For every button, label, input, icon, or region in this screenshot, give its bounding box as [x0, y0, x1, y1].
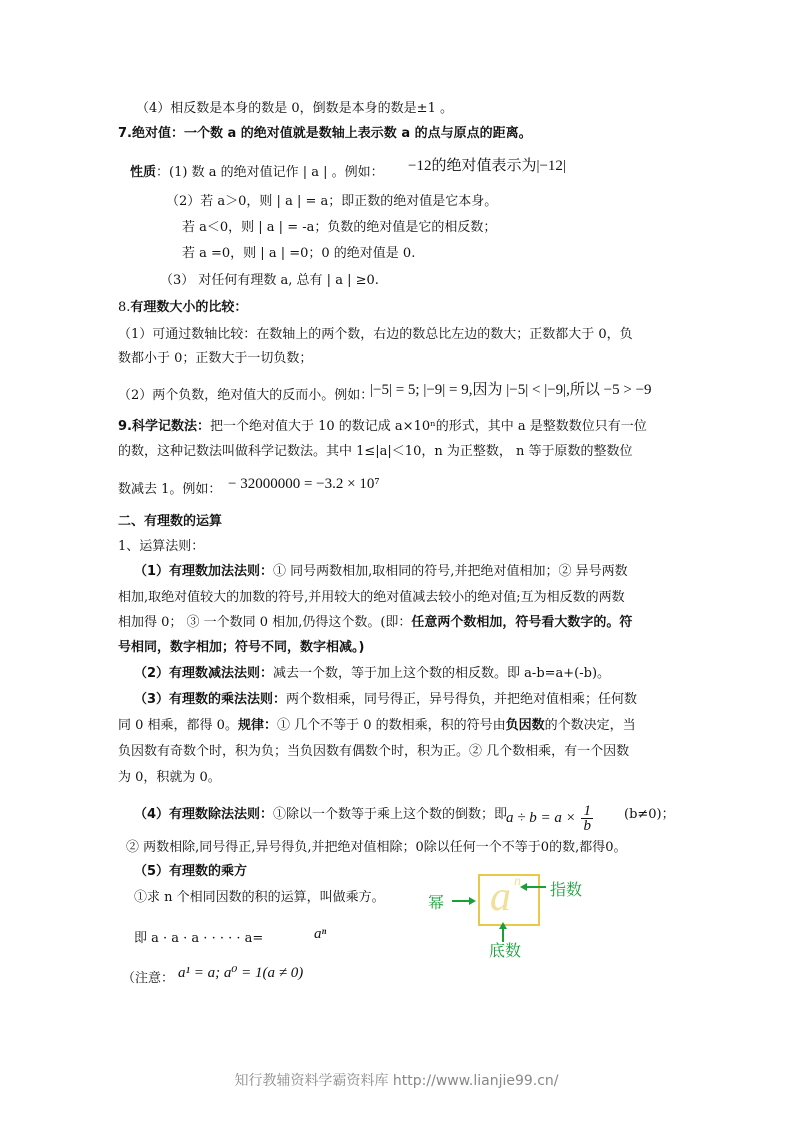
- text-line: （2）两个负数，绝对值大的反而小。例如：: [118, 388, 374, 403]
- math-power: aⁿ: [314, 926, 327, 942]
- heading-compare: [118, 298, 247, 318]
- sci-text: 把一个绝对值大于 10 的数记成 a×10ⁿ的形式，其中 a 是整数数位只有一位: [209, 419, 647, 434]
- rule-title: （3）有理数的乘法法则：: [134, 692, 287, 707]
- text-line: （注意：: [122, 971, 175, 986]
- rule-text: ①除以一个数等于乘上这个数的倒数；即: [273, 807, 508, 822]
- heading-sci-notation: 9.科学记数法：: [118, 419, 210, 434]
- text-line: [118, 613, 632, 633]
- text-line: [118, 716, 636, 736]
- text-line: 若 a＜0，则 | a | = -a；负数的绝对值是它的相反数；: [182, 220, 497, 235]
- exponent-glyph: n: [514, 874, 521, 889]
- property-label: 性质: [130, 165, 157, 180]
- rule-title: （5）有理数的乘方: [134, 864, 248, 879]
- rule-title: （1）有理数加法法则：: [134, 564, 274, 579]
- text-line: 的数，这种记数法叫做科学记数法。其中 1≤|a|＜10，n 为正整数， n 等于原数的整数位: [118, 444, 633, 459]
- math-fraction: [581, 804, 593, 833]
- text-line: （3） 对任何有理数 a, 总有 | a | ≥0.: [160, 273, 379, 288]
- math-example: |−5| = 5; |−9| = 9,因为 |−5| < |−9|,所以 −5 > −9: [370, 382, 652, 398]
- math-example: −12的绝对值表示为|−12|: [408, 158, 566, 174]
- power-arrow-head: [469, 897, 476, 905]
- heading-number: 8.: [118, 300, 131, 315]
- text-line: [134, 664, 610, 684]
- rule-text: ① 几个不等于 0 的数相乘，积的符号由: [276, 718, 506, 733]
- rule-emphasis: 负因数: [505, 718, 545, 733]
- text-line: 1、运算法则：: [118, 539, 205, 554]
- text-line: [118, 417, 647, 437]
- text-line: 相加,取绝对值较大的加数的符号,并用较大的绝对值减去较小的绝对值;互为相反数的两数: [118, 590, 625, 605]
- section-heading: 二、有理数的运算: [118, 514, 223, 529]
- property-text: ：(1) 数 a 的绝对值记作 | a | 。例如：: [156, 165, 384, 180]
- math-example: − 32000000 = −3.2 × 10⁷: [228, 476, 380, 492]
- rule-text: 减去一个数，等于加上这个数的相反数。即 a-b=a+(-b)。: [273, 666, 611, 681]
- text-line: ② 两数相除,同号得正,异号得负,并把绝对值相除；0除以任何一个不等于0的数,都得0。: [126, 840, 627, 855]
- base-label: 底数: [489, 941, 522, 960]
- rule-text: 相加得 0； ③ 一个数同 0 相加,仍得这个数。(即：: [118, 615, 412, 630]
- rule-text: 两个数相乘，同号得正，异号得负，并把绝对值相乘；任何数: [286, 692, 638, 707]
- text-line: [134, 690, 637, 710]
- heading-text: 有理数大小的比较：: [130, 300, 248, 315]
- footer-text: 知行教辅资料学霸资料库 http://www.lianjie99.cn/: [234, 1073, 559, 1089]
- text-line: [134, 805, 507, 825]
- text-line: [134, 562, 628, 582]
- power-label: 幂: [428, 893, 445, 912]
- text-line: 即 a · a · a · · · · · a=: [134, 931, 264, 946]
- text-line: （2）若 a＞0，则 | a | = a；即正数的绝对值是它本身。: [166, 194, 498, 209]
- exponent-label: 指数: [550, 880, 583, 899]
- rule-emphasis: 规律：: [237, 718, 277, 733]
- rule-text: ① 同号两数相加,取相同的符号,并把绝对值相加；② 异号两数: [273, 564, 628, 579]
- base-arrow-head: [499, 922, 507, 929]
- text-line: 若 a =0，则 | a | =0；0 的绝对值是 0.: [182, 246, 416, 261]
- text-line: 为 0，积就为 0。: [118, 770, 221, 785]
- text-line: （1）可通过数轴比较：在数轴上的两个数，右边的数总比左边的数大；正数都大于 0，负: [118, 327, 633, 342]
- text-line: 负因数有奇数个时，积为负；当负因数有偶数个时，积为正。② 几个数相乘，有一个因数: [118, 744, 630, 759]
- rule-text: 同 0 相乘，都得 0。: [118, 718, 238, 733]
- rule-text: 的个数决定，当: [544, 718, 636, 733]
- rule-emphasis: 任意两个数相加，符号看大数字的。符: [411, 615, 633, 630]
- math-expr: a ÷ b = a ×: [506, 809, 576, 826]
- text-line: （4）相反数是本身的数是 0，倒数是本身的数是±1 。: [136, 101, 453, 116]
- text-line: (b≠0)；: [624, 807, 675, 822]
- rule-title: （4）有理数除法法则：: [134, 807, 274, 822]
- math-division: [506, 804, 595, 833]
- math-note: a¹ = a; a⁰ = 1(a ≠ 0): [178, 965, 304, 981]
- frac-numerator: 1: [583, 803, 591, 819]
- exponent-arrow-head: [520, 883, 527, 891]
- rule-title: （2）有理数减法法则：: [134, 666, 274, 681]
- heading-absolute-value: 7.绝对值：一个数 a 的绝对值就是数轴上表示数 a 的点与原点的距离。: [118, 126, 532, 141]
- rule-emphasis: 号相同，数字相加；符号不同，数字相减。): [118, 640, 365, 655]
- text-line: [130, 163, 384, 183]
- text-line: ①求 n 个相同因数的积的运算，叫做乘方。: [134, 890, 385, 905]
- text-line: 数都小于 0；正数大于一切负数；: [118, 351, 313, 366]
- text-line: 数减去 1。例如：: [118, 482, 222, 497]
- base-glyph: a: [490, 874, 511, 920]
- frac-denominator: b: [583, 818, 591, 834]
